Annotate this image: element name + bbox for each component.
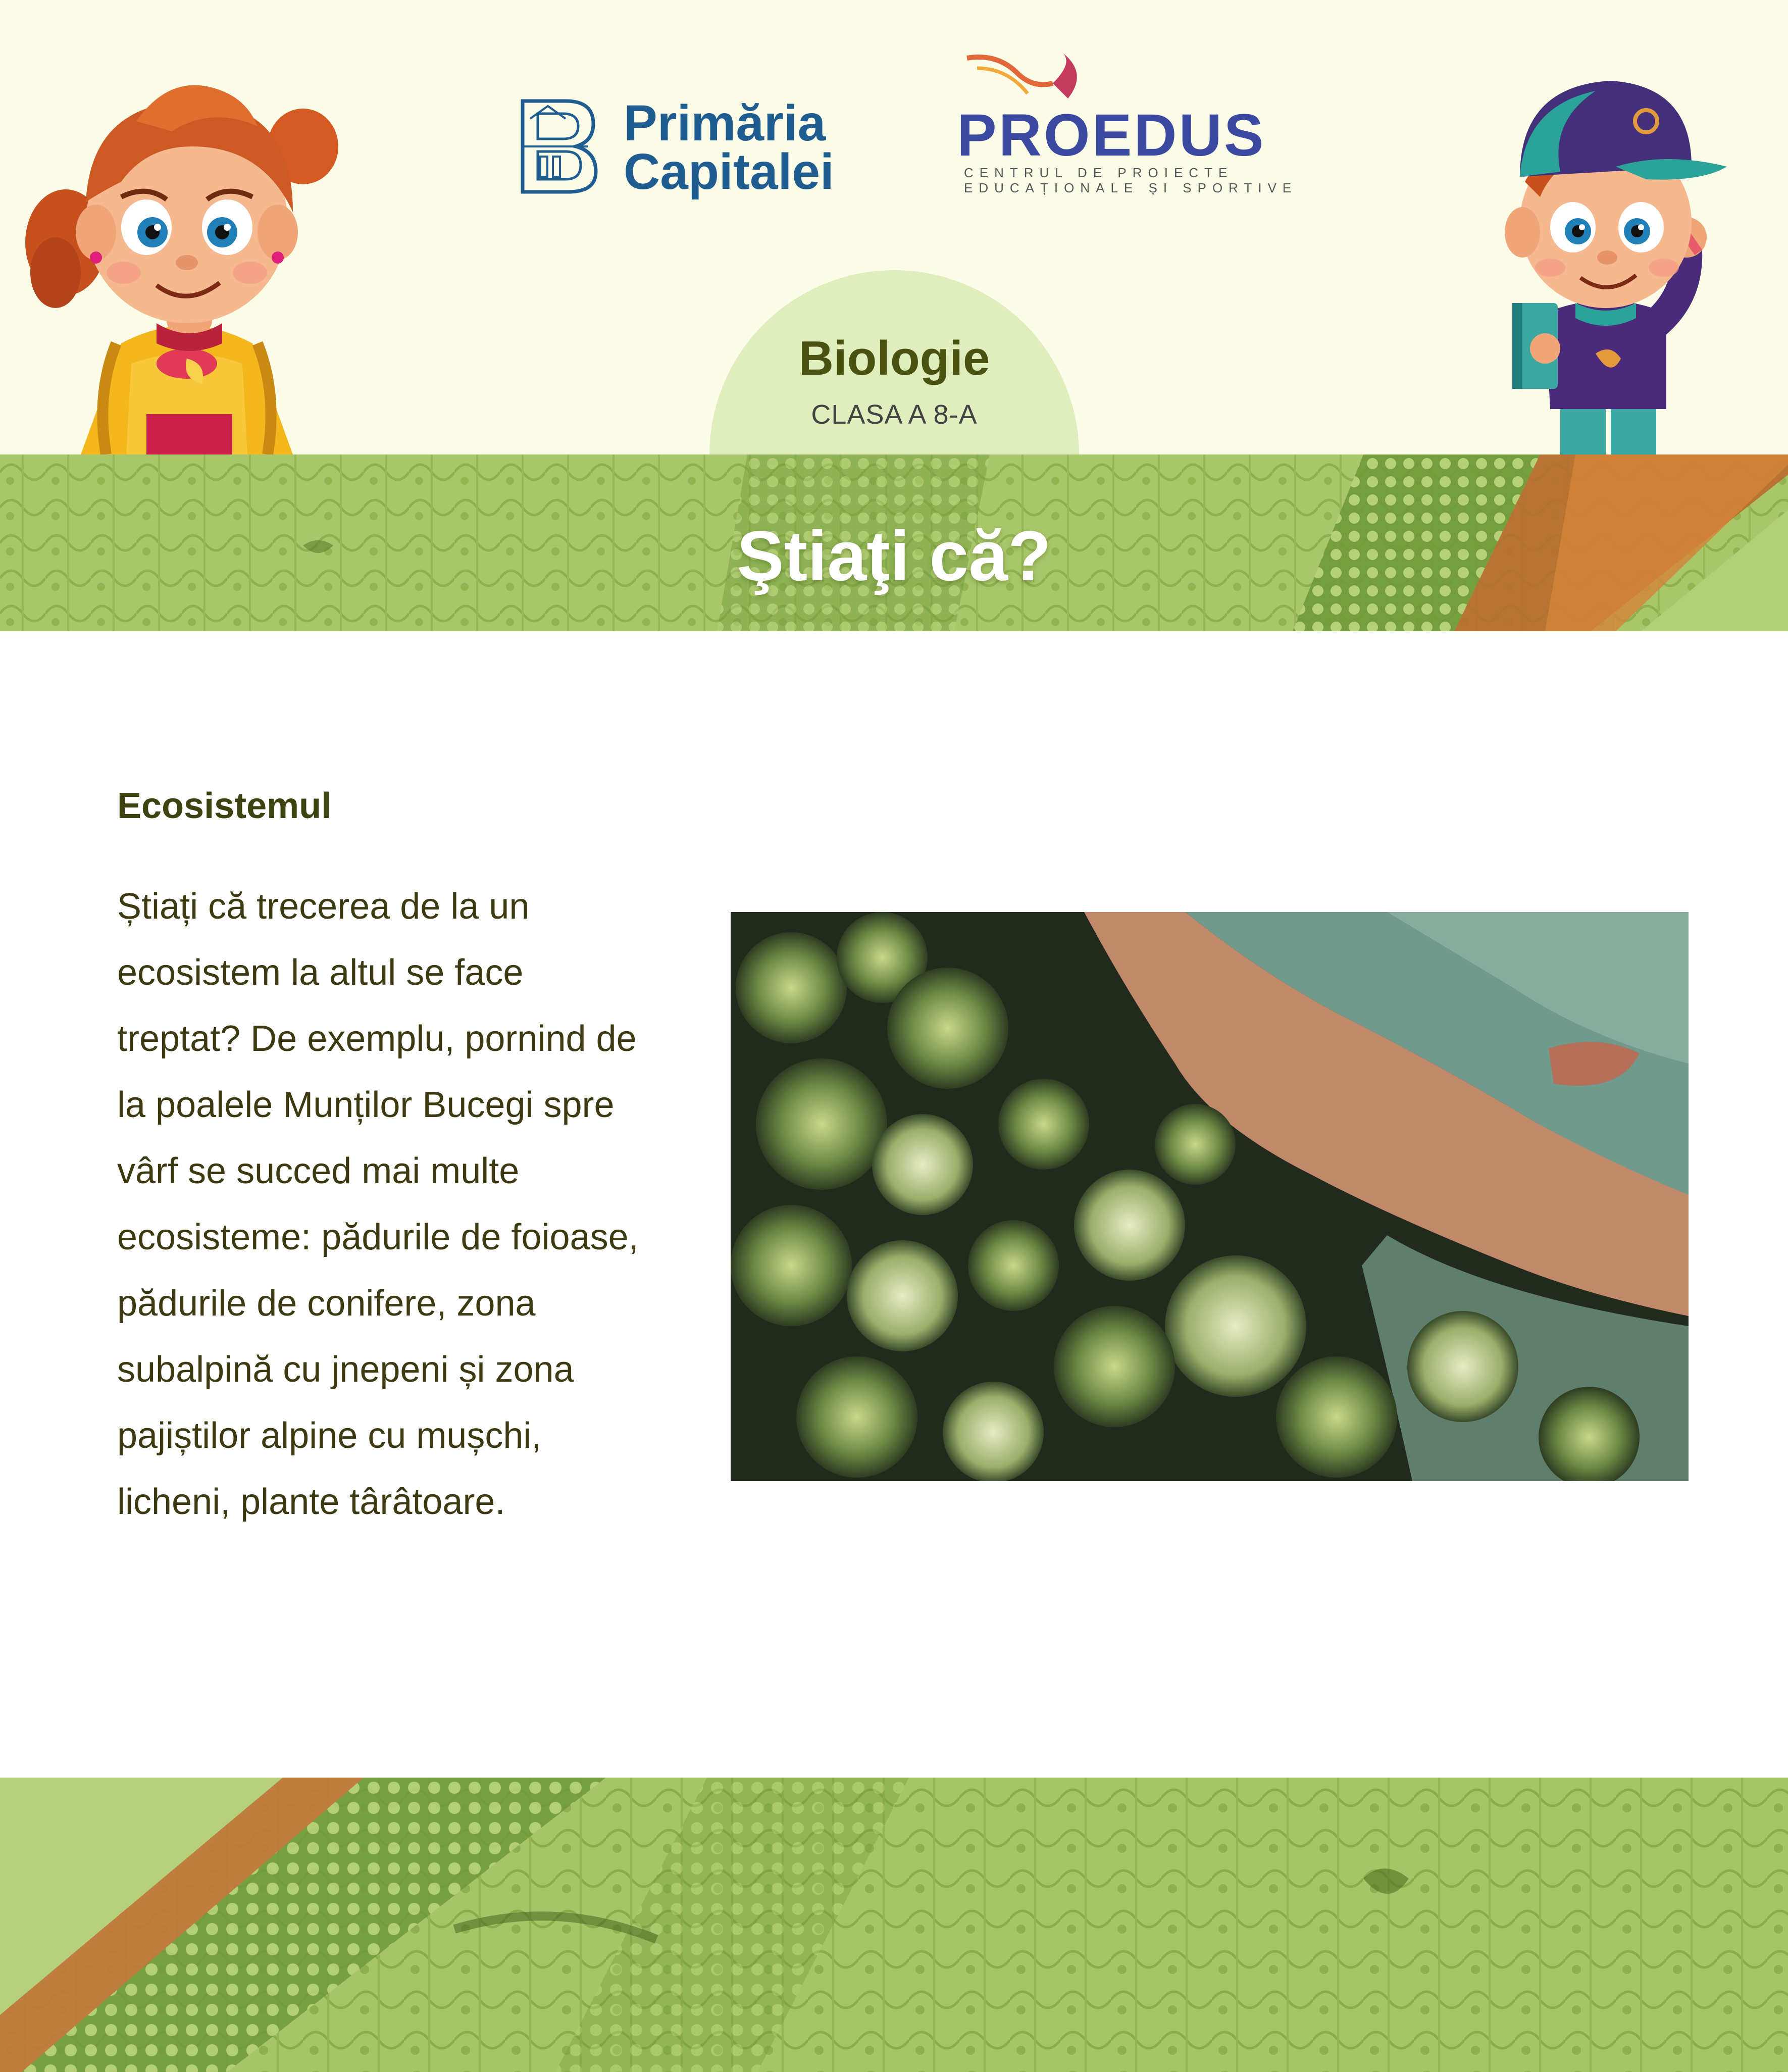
banner-title: Ştiaţi că?: [737, 516, 1051, 595]
article-line: pajiștilor alpine cu mușchi,: [117, 1416, 542, 1456]
girl-character-icon: [20, 61, 353, 454]
forest-wetland-image-icon: [731, 912, 1689, 1481]
article-line: la poalele Munților Bucegi spre: [117, 1085, 615, 1125]
article-line: subalpină cu jnepeni și zona: [117, 1349, 574, 1390]
footer-background: [0, 1778, 1788, 2072]
plant-cells-texture-icon: [0, 1778, 1788, 2072]
article-line: ecosisteme: pădurile de foioase,: [117, 1217, 639, 1257]
article-line: vârf se succed mai multe: [117, 1151, 520, 1191]
article-line: pădurile de conifere, zona: [117, 1283, 536, 1324]
article-line: licheni, plante târâtoare.: [117, 1482, 505, 1522]
primaria-capitalei-logo: [518, 95, 851, 200]
proedus-tagline-1: CENTRUL DE PROIECTE: [964, 165, 1234, 180]
proedus-tagline-2: EDUCAȚIONALE ȘI SPORTIVE: [964, 180, 1298, 195]
article-body: [117, 874, 683, 1535]
primaria-b-logo-icon: [518, 98, 598, 194]
primaria-logo-line2: Capitalei: [624, 143, 834, 200]
proedus-logo: [957, 53, 1298, 199]
article-heading: Ecosistemul: [117, 786, 332, 826]
ecosystem-aerial-photo: [731, 912, 1689, 1481]
page-header: [0, 0, 1788, 454]
proedus-name: PROEDUS: [957, 102, 1266, 169]
primaria-logo-line1: Primăria: [624, 95, 826, 151]
boy-character-icon: [1464, 50, 1747, 454]
article-line: ecosistem la altul se face: [117, 952, 524, 993]
subject-title: Biologie: [798, 331, 990, 385]
grade-label: CLASA A 8-A: [811, 399, 978, 430]
article-line: Știați că trecerea de la un: [117, 886, 530, 927]
article-line: treptat? De exemplu, pornind de: [117, 1019, 637, 1059]
